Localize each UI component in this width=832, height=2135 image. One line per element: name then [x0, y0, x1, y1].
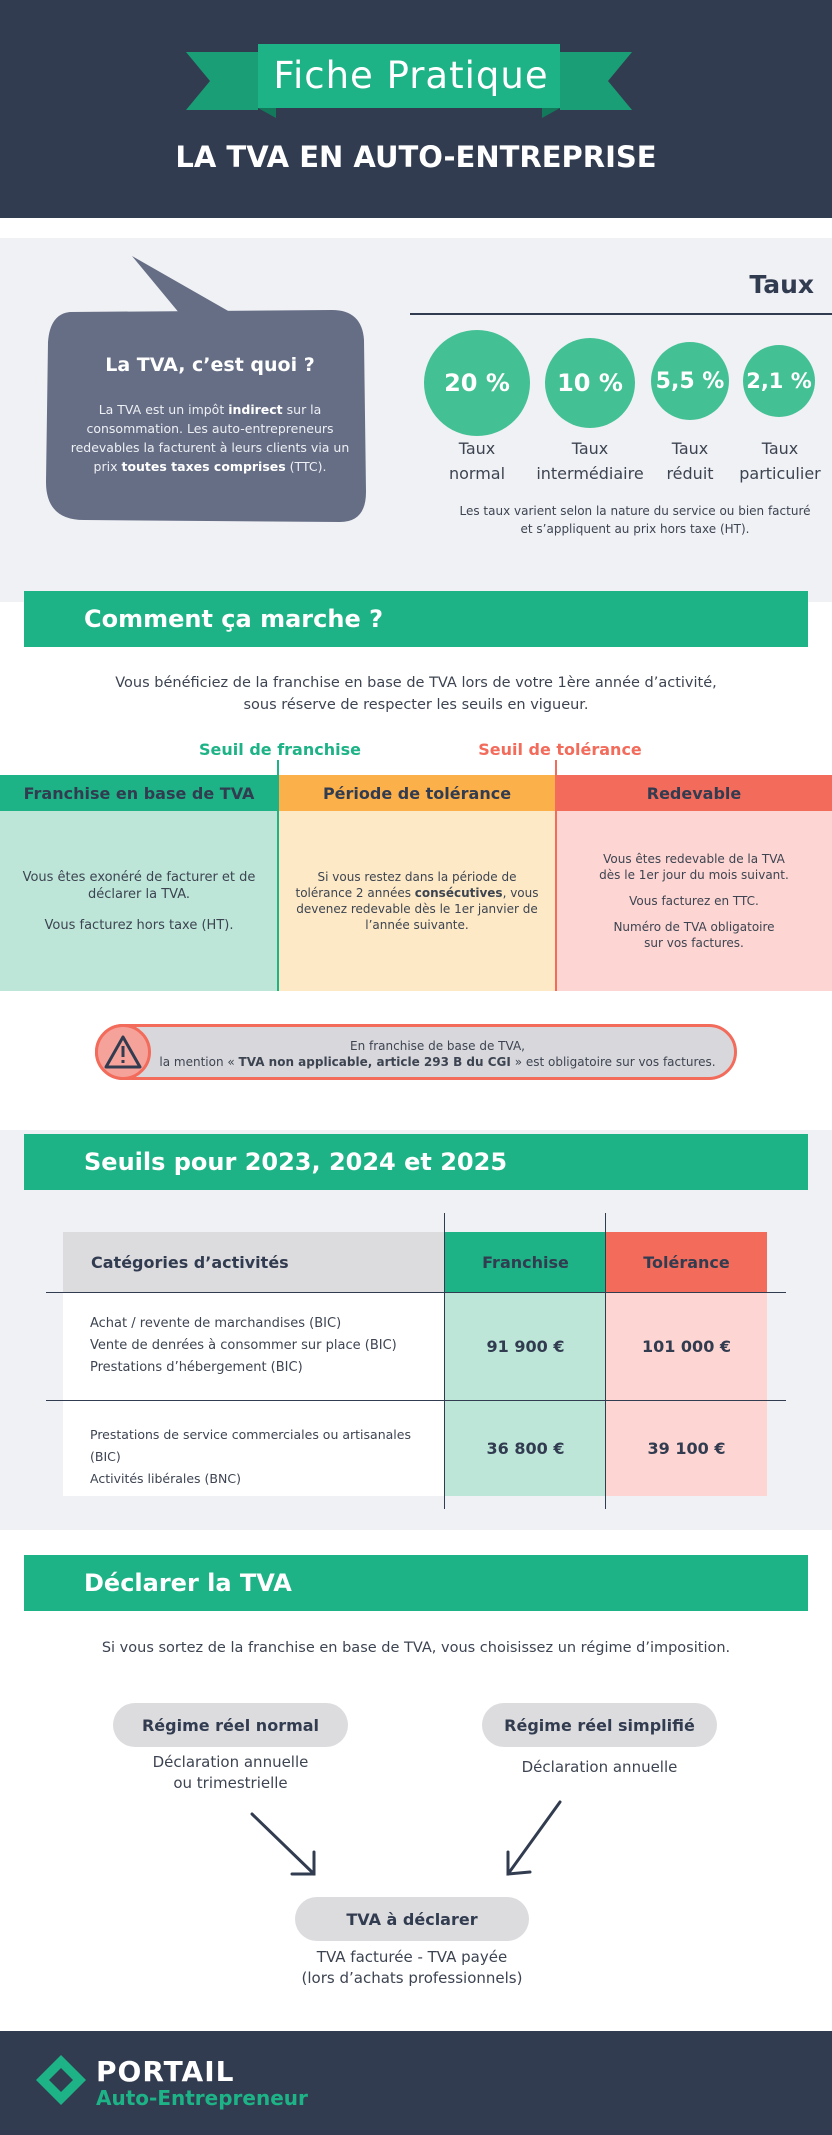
bubble-title: La TVA, c’est quoi ?: [105, 354, 315, 376]
regime-simplifie-desc: Déclaration annuelle: [521, 1758, 678, 1776]
table-head-tolerance: Tolérance: [606, 1232, 767, 1292]
table-rule: [605, 1213, 606, 1509]
table-rule: [46, 1292, 786, 1293]
mention-text: En franchise de base de TVA, la mention « TVA non applicable, article 293 B du CGI » est obligatoire sur vos factures.: [159, 1039, 716, 1069]
col-body-redevable: Vous êtes redevable de la TVA dès le 1er jour du mois suivant. Vous facturez en TTC. Numéro de TVA obligatoire sur vos factures.: [556, 811, 832, 991]
warning-icon: [95, 1024, 151, 1080]
rate-circle-reduit: 5,5 %: [651, 342, 729, 420]
section-banner-comment: Comment ça marche ?: [24, 591, 808, 647]
tva-declarer-desc: TVA facturée - TVA payée (lors d’achats professionnels): [301, 1948, 523, 1987]
speech-bubble: [40, 252, 380, 532]
col-body-franchise: Vous êtes exonéré de facturer et de déclarer la TVA. Vous facturez hors taxe (HT).: [0, 811, 278, 991]
ribbon-label: Fiche Pratique: [273, 54, 549, 97]
table-row-2-categories: Prestations de service commerciales ou artisanales (BIC) Activités libérales (BNC): [90, 1427, 411, 1486]
table-row-1-tolerance: 101 000 €: [606, 1292, 767, 1400]
seuil-franchise-label: Seuil de franchise: [199, 740, 361, 759]
seuil-tolerance-line: [555, 760, 557, 991]
regime-normal-pill: Régime réel normal: [113, 1703, 348, 1747]
taux-note: Les taux varient selon la nature du service ou bien facturé et s’appliquent au prix hors taxe (HT).: [459, 504, 811, 536]
regime-normal-desc: Déclaration annuelle ou trimestrielle: [152, 1753, 309, 1792]
table-rule: [444, 1213, 445, 1509]
rate-label-reduit: Taux réduit: [666, 439, 714, 483]
rate-circle-normal: 20 %: [424, 330, 530, 436]
col-head-redevable: Redevable: [556, 775, 832, 811]
table-row-1-franchise: 91 900 €: [445, 1292, 606, 1400]
page-title: LA TVA EN AUTO-ENTREPRISE: [175, 140, 657, 174]
taux-title: Taux: [749, 270, 814, 299]
col-head-tolerance: Période de tolérance: [278, 775, 556, 811]
tva-declarer-pill: TVA à déclarer: [295, 1897, 529, 1941]
portail-logo-icon: [34, 2053, 88, 2107]
table-row-1-categories: Achat / revente de marchandises (BIC) Vente de denrées à consommer sur place (BIC) Prestations d’hébergement (BIC): [90, 1316, 397, 1375]
comment-intro: Vous bénéficiez de la franchise en base de TVA lors de votre 1ère année d’activité, sous réserve de respecter les seuils en vigueur.: [115, 675, 717, 713]
col-body-tolerance: Si vous restez dans la période de tolérance 2 années consécutives, vous devenez redevable dès le 1er janvier de l’année suivante.: [278, 811, 556, 991]
section-banner-seuils: Seuils pour 2023, 2024 et 2025: [24, 1134, 808, 1190]
seuil-franchise-line: [277, 760, 279, 991]
rate-label-particulier: Taux particulier: [739, 439, 821, 483]
declarer-intro: Si vous sortez de la franchise en base de TVA, vous choisissez un régime d’imposition.: [101, 1640, 731, 1656]
regime-simplifie-pill: Régime réel simplifié: [482, 1703, 717, 1747]
table-row-2-franchise: 36 800 €: [445, 1400, 606, 1496]
rate-label-intermediaire: Taux intermédiaire: [536, 439, 644, 483]
table-head-categories: Catégories d’activités: [63, 1232, 445, 1292]
rate-circle-particulier: 2,1 %: [743, 345, 815, 417]
logo-subtitle: Auto-Entrepreneur: [96, 2086, 308, 2110]
table-row-2-tolerance: 39 100 €: [606, 1400, 767, 1496]
rate-circle-intermediaire: 10 %: [545, 338, 635, 428]
arrow-icons: [240, 1800, 600, 1890]
col-head-franchise: Franchise en base de TVA: [0, 775, 278, 811]
seuil-tolerance-label: Seuil de tolérance: [478, 740, 642, 759]
rate-label-normal: Taux normal: [448, 439, 506, 483]
table-rule: [46, 1400, 786, 1401]
section-banner-declarer: Déclarer la TVA: [24, 1555, 808, 1611]
table-head-franchise: Franchise: [445, 1232, 606, 1292]
logo-name: PORTAIL: [96, 2055, 235, 2088]
bubble-text: La TVA est un impôt indirect sur la consommation. Les auto-entrepreneurs redevables la facturent à leurs clients via un prix toutes taxes comprises (TTC).: [70, 402, 350, 474]
divider: [410, 313, 832, 315]
